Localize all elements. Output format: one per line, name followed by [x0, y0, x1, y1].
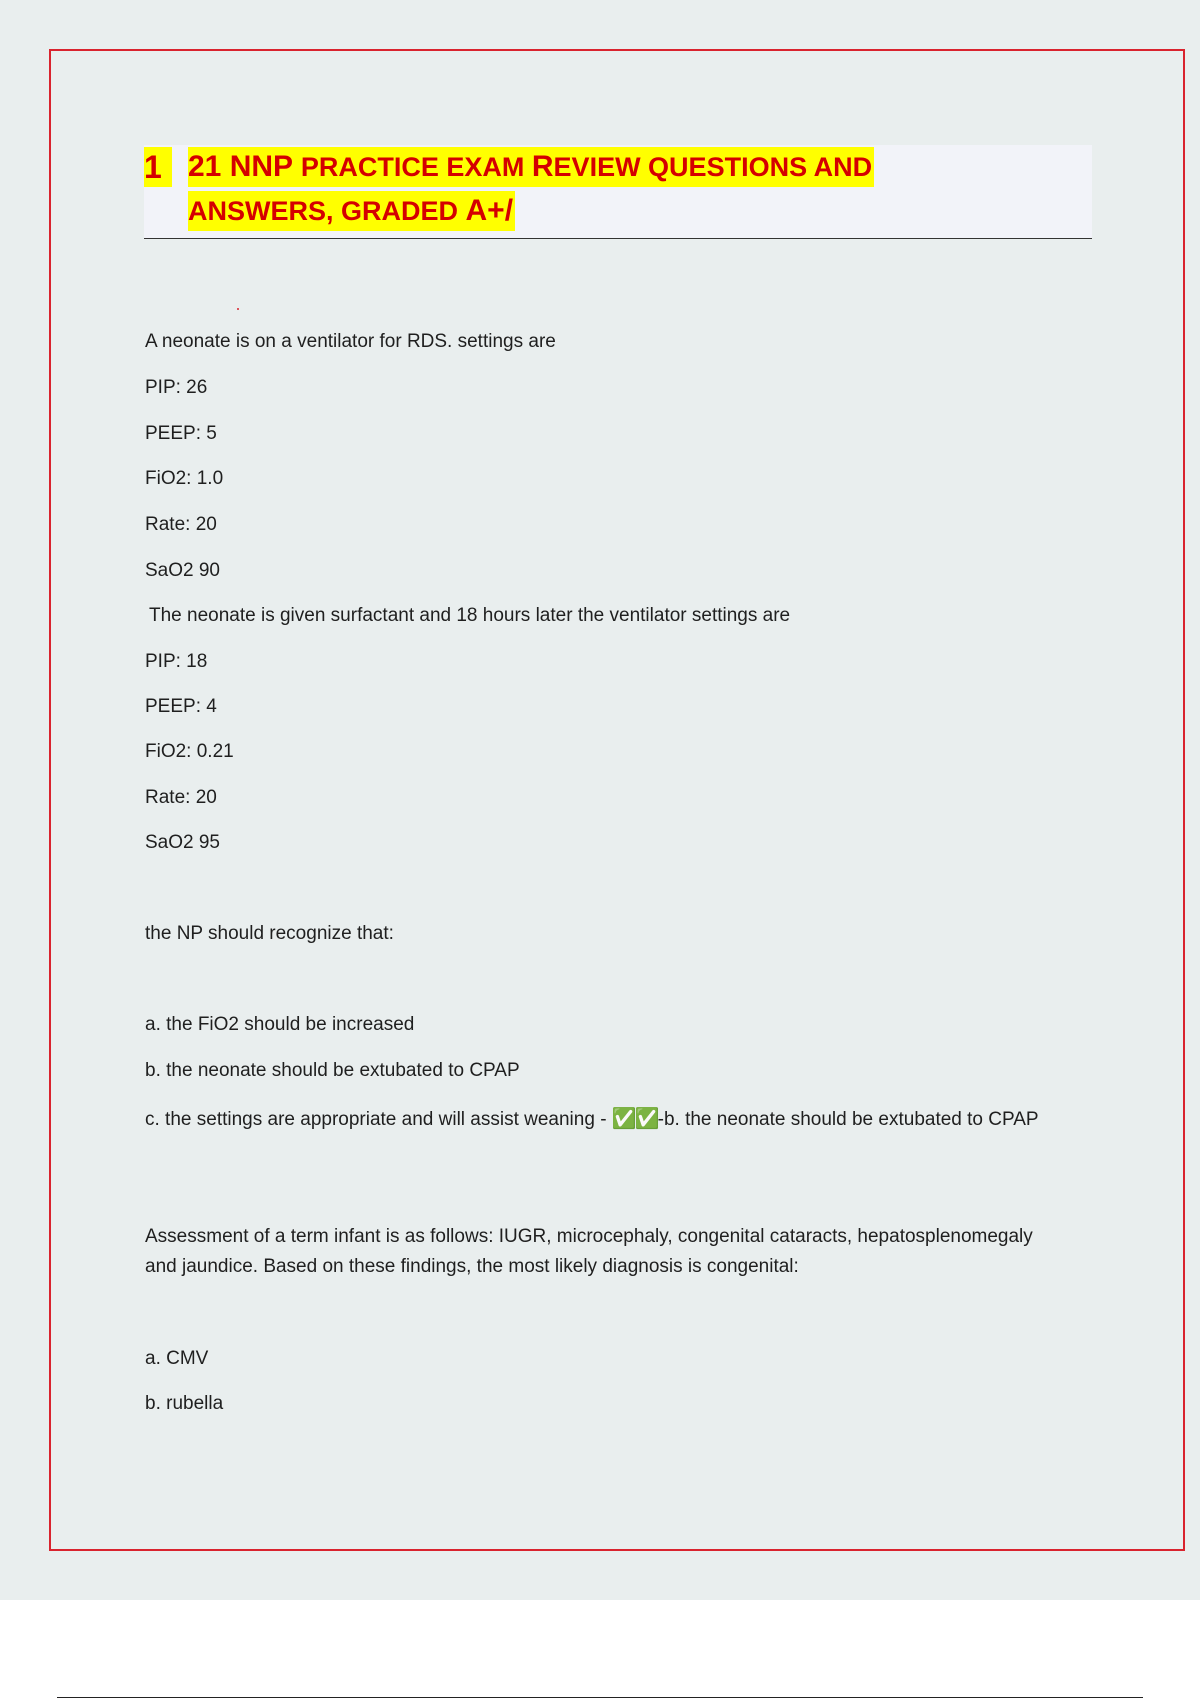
check-mark-icon: ✅✅: [611, 1108, 658, 1130]
setting-line: SaO2 90: [145, 560, 220, 581]
correct-answer: -b. the neonate should be extubated to CPAP: [657, 1109, 1039, 1130]
red-dot-mark: [237, 308, 239, 310]
page-border: [49, 49, 1185, 1551]
setting-line: PIP: 18: [145, 651, 208, 672]
title-line-2: ANSWERS, GRADED A+/: [188, 191, 515, 231]
question1-prompt: the NP should recognize that:: [145, 923, 394, 944]
document-title: [144, 145, 1092, 239]
answer-option: b. rubella: [145, 1393, 224, 1414]
setting-line: SaO2 95: [145, 832, 220, 853]
setting-line: Rate: 20: [145, 787, 217, 808]
answer-option: a. the FiO2 should be increased: [145, 1014, 415, 1035]
answer-option: b. the neonate should be extubated to CPAP: [145, 1060, 520, 1081]
footer-rule: [57, 1697, 1143, 1698]
answer-option-c: c. the settings are appropriate and will assist weaning - ✅✅-b. the neonate should be extubated to CPAP: [145, 1108, 1039, 1130]
title-line-1: 21 NNP PRACTICE EXAM REVIEW QUESTIONS AND: [188, 147, 874, 187]
answer-option: a. CMV: [145, 1348, 209, 1369]
setting-line: FiO2: 0.21: [145, 741, 234, 762]
setting-line: PIP: 26: [145, 377, 208, 398]
question1-intro: A neonate is on a ventilator for RDS. settings are: [145, 331, 556, 352]
question2-stem: Assessment of a term infant is as follows: IUGR, microcephaly, congenital cataracts, hepatosplenomegaly and jaundice. Based on these findings, the most likely diagnosis is congenital:: [145, 1226, 1033, 1277]
setting-line: PEEP: 5: [145, 423, 217, 444]
setting-line: FiO2: 1.0: [145, 468, 224, 489]
setting-line: Rate: 20: [145, 514, 217, 535]
title-number: 1: [144, 147, 172, 187]
question1-transition: The neonate is given surfactant and 18 hours later the ventilator settings are: [149, 605, 791, 626]
setting-line: PEEP: 4: [145, 696, 217, 717]
